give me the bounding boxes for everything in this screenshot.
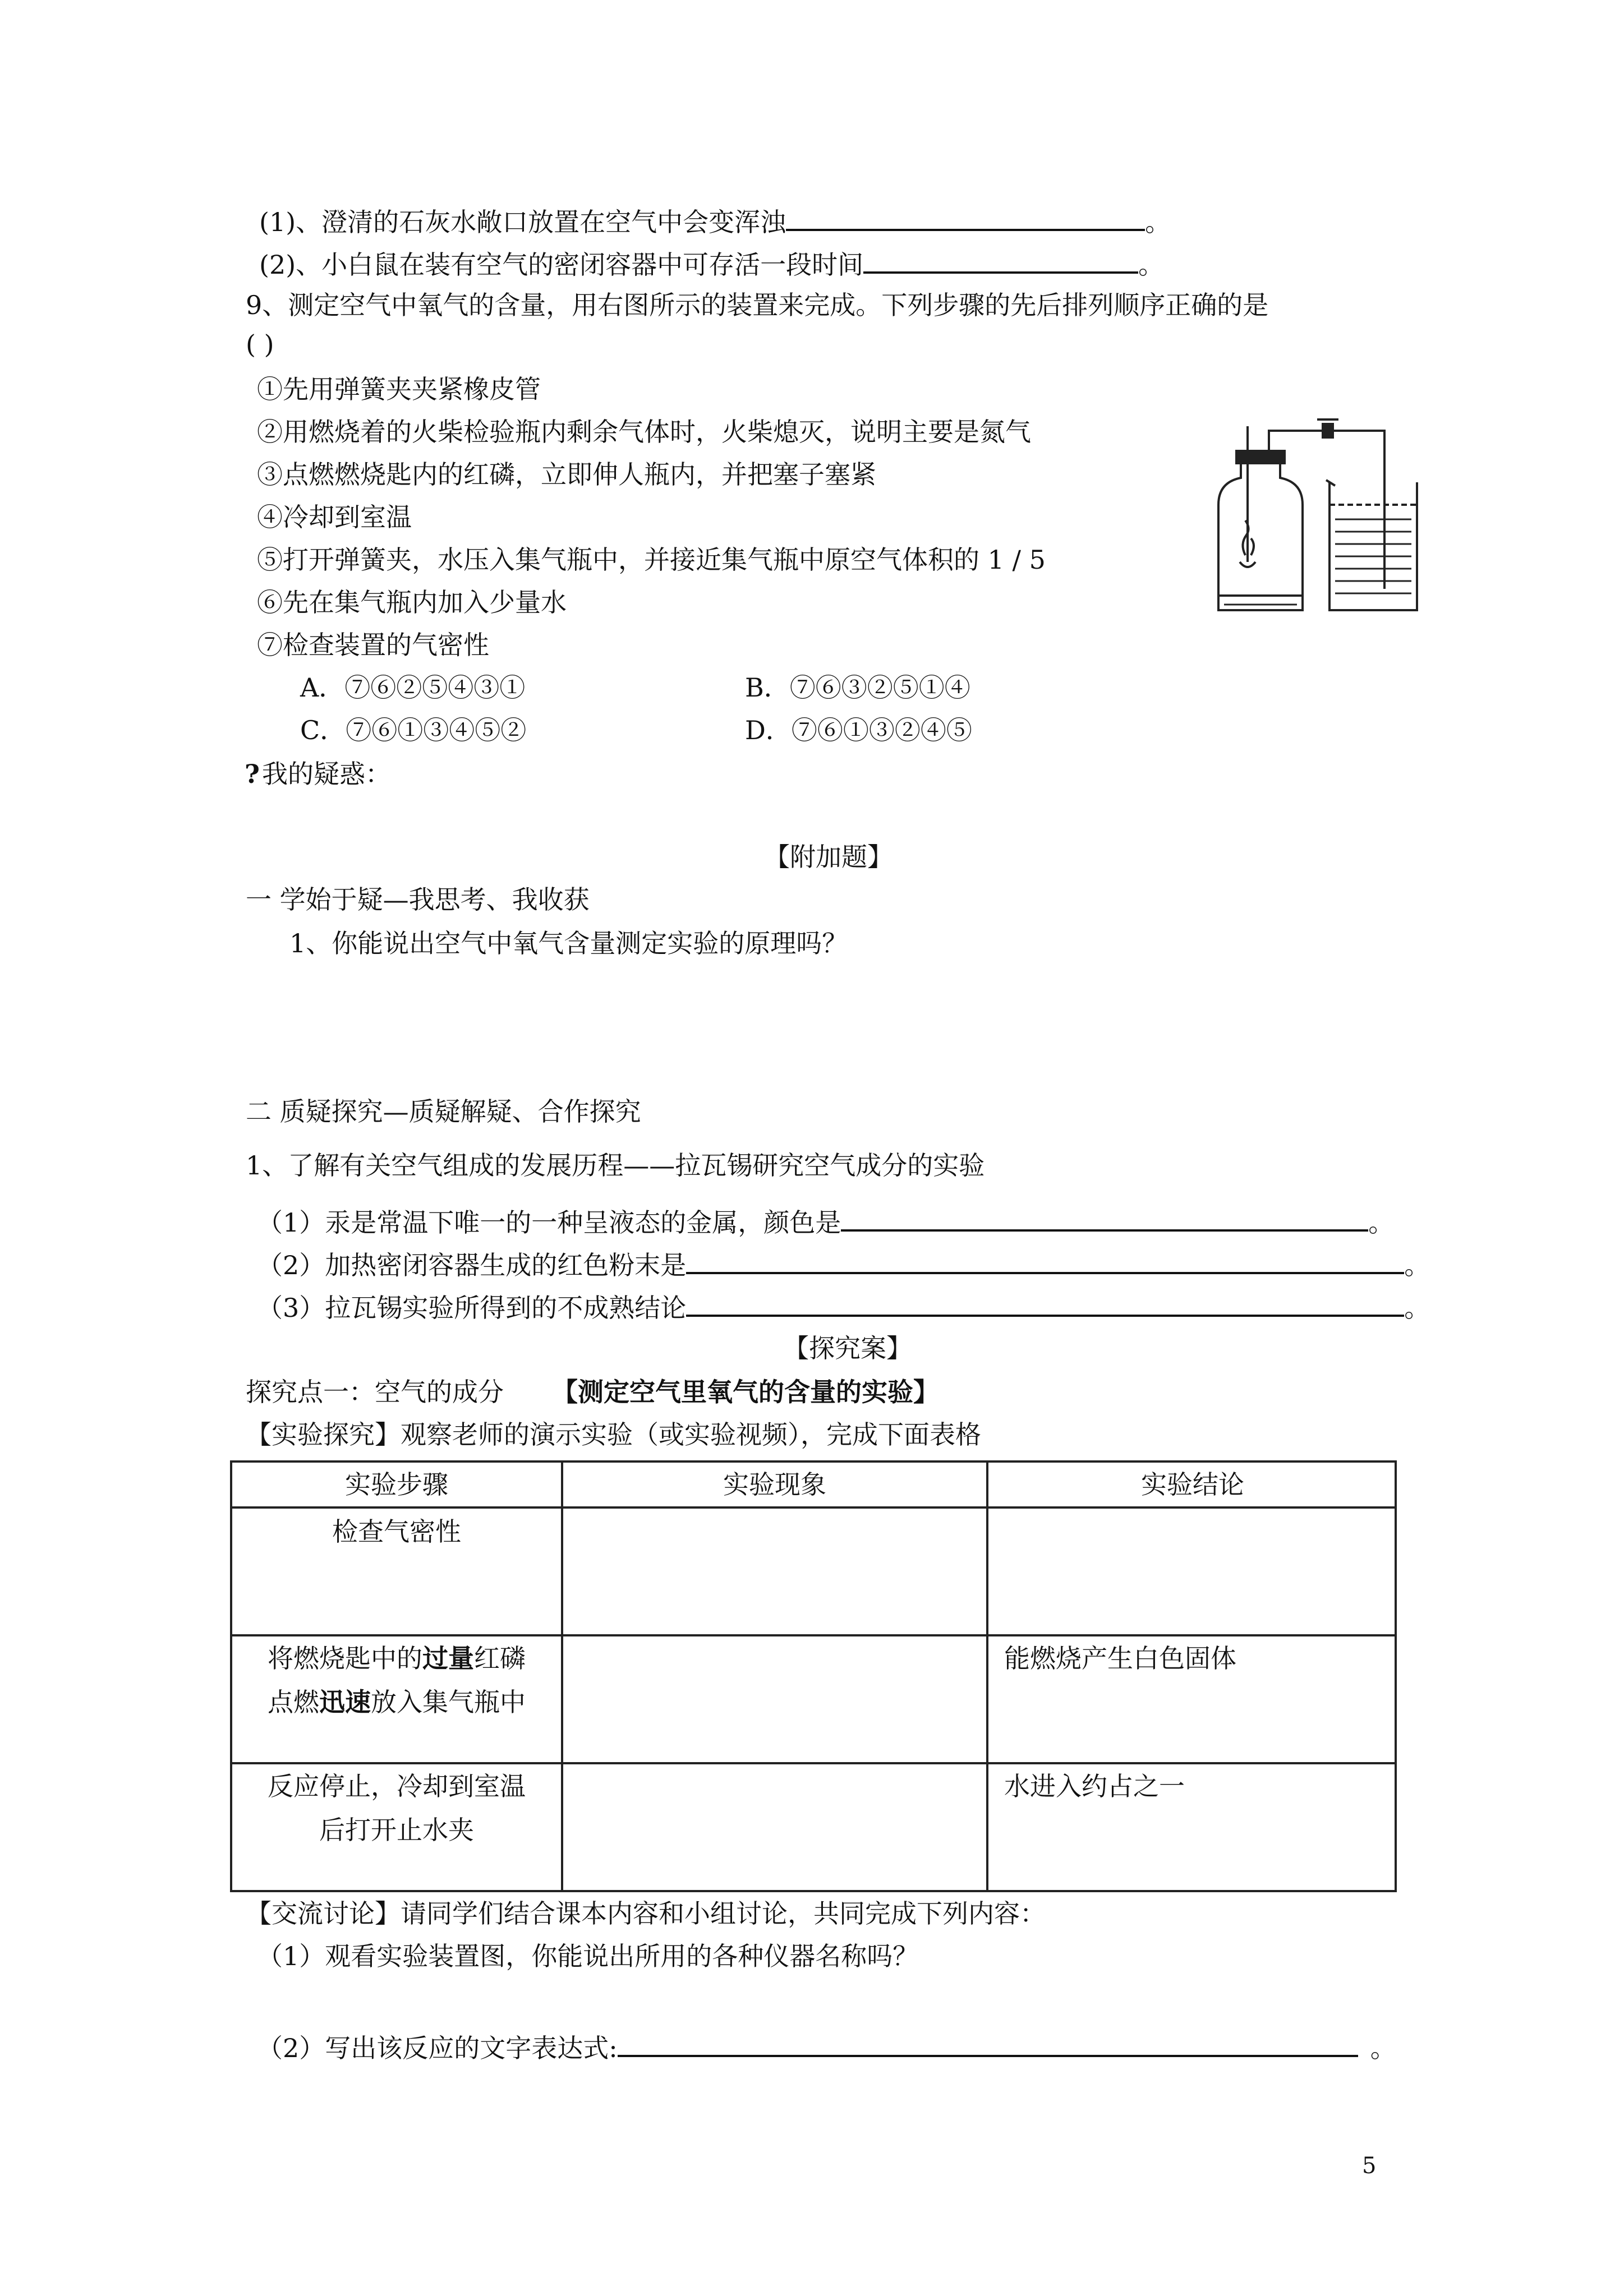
table-row-1-step: 检查气密性 [332,1516,461,1547]
q9-option-d[interactable]: D．⑦⑥①③②④⑤ [745,715,972,745]
q9-option-c[interactable]: C．⑦⑥①③④⑤② [300,715,527,745]
answer-blank[interactable] [863,246,1138,274]
q9-step-2: ②用燃烧着的火柴检验瓶内剩余气体时，火柴熄灭，说明主要是氮气 [257,417,1031,447]
extra-title: 【附加题】 [764,842,893,872]
explore-point-1-topic: 【测定空气里氧气的含量的实验】 [552,1377,939,1407]
question-mark-icon: ? [245,759,260,789]
q9-step-7: ⑦检查装置的气密性 [257,630,489,660]
discussion-q2: （2）写出该反应的文字表达式: 。 [257,2029,1396,2065]
sub-question-3: （3）拉瓦锡实验所得到的不成熟结论 。 [257,1289,1430,1325]
q9-step-5: ⑤打开弹簧夹，水压入集气瓶中，并接近集气瓶中原空气体积的 1 / 5 [257,545,1046,575]
q9-step-6: ⑥先在集气瓶内加入少量水 [257,587,567,617]
answer-blank[interactable] [786,203,1145,231]
sub-question-1: （1）汞是常温下唯一的一种呈液态的金属，颜色是 。 [257,1204,1394,1239]
sub-question-2: （2）加热密闭容器生成的红色粉末是 。 [257,1246,1430,1282]
extra-section-2-q1: 1、了解有关空气组成的发展历程——拉瓦锡研究空气成分的实验 [246,1150,985,1181]
table-row-1-conclusion[interactable] [988,1509,1397,1633]
apparatus-diagram [1206,415,1430,617]
fill-item-2: (2)、小白鼠在装有空气的密闭容器中可存活一段时间 。 [259,246,1164,282]
q9-step-1: ①先用弹簧夹夹紧橡皮管 [257,374,541,404]
answer-blank[interactable] [618,2029,1358,2057]
answer-blank[interactable] [841,1204,1368,1232]
answer-blank[interactable] [686,1246,1404,1274]
explore-title: 【探究案】 [783,1333,912,1363]
table-header-step: 实验步骤 [345,1469,448,1500]
table-row-2-phenomenon[interactable] [563,1636,986,1761]
page-number: 5 [1362,2153,1377,2179]
q9-option-b[interactable]: B．⑦⑥③②⑤①④ [745,672,970,703]
q9-step-3: ③点燃燃烧匙内的红磷，立即伸人瓶内，并把塞子塞紧 [257,459,876,490]
table-header-conclusion: 实验结论 [1141,1469,1244,1500]
table-row-2-step: 将燃烧匙中的过量红磷 点燃迅速放入集气瓶中 [268,1643,526,1717]
extra-section-2: 二 质疑探究—质疑解疑、合作探究 [246,1096,641,1127]
q9-step-4: ④冷却到室温 [257,502,412,532]
q9-option-a[interactable]: A．⑦⑥②⑤④③① [300,672,526,703]
fill-item-2-text: (2)、小白鼠在装有空气的密闭容器中可存活一段时间 [259,250,864,280]
table-row-3-conclusion: 水进入约占之一 [1004,1771,1185,1801]
q9-stem: 9、测定空气中氧气的含量，用右图所示的装置来完成。下列步骤的先后排列顺序正确的是 [246,290,1269,320]
extra-section-1: 一 学始于疑—我思考、我收获 [246,884,590,915]
fill-item-1: (1)、澄清的石灰水敞口放置在空气中会变浑浊 。 [259,203,1171,239]
extra-section-1-q1: 1、你能说出空气中氧气含量测定实验的原理吗？ [289,928,848,958]
table-row-3-phenomenon[interactable] [563,1764,986,1892]
experiment-intro: 【实验探究】观察老师的演示实验（或实验视频），完成下面表格 [246,1419,981,1450]
table-row-2-conclusion: 能燃烧产生白色固体 [1004,1643,1236,1673]
answer-blank[interactable] [686,1289,1404,1317]
q9-answer-bracket[interactable]: ( ) [246,329,274,359]
table-header-phenomenon: 实验现象 [723,1469,826,1500]
discussion-q1: （1）观看实验装置图，你能说出所用的各种仪器名称吗？ [257,1941,919,1971]
table-row-3-step: 反应停止，冷却到室温 后打开止水夹 [268,1771,526,1845]
experiment-table [230,1460,1397,1892]
discussion-intro: 【交流讨论】请同学们结合课本内容和小组讨论，共同完成下列内容： [246,1898,1046,1929]
doubt-line [245,757,391,791]
table-row-1-phenomenon[interactable] [563,1509,986,1633]
doubt-label: 我的疑惑： [261,759,391,789]
fill-item-1-text: (1)、澄清的石灰水敞口放置在空气中会变浑浊 [259,207,786,237]
explore-point-1: 探究点一：空气的成分 【测定空气里氧气的含量的实验】 [246,1377,939,1407]
